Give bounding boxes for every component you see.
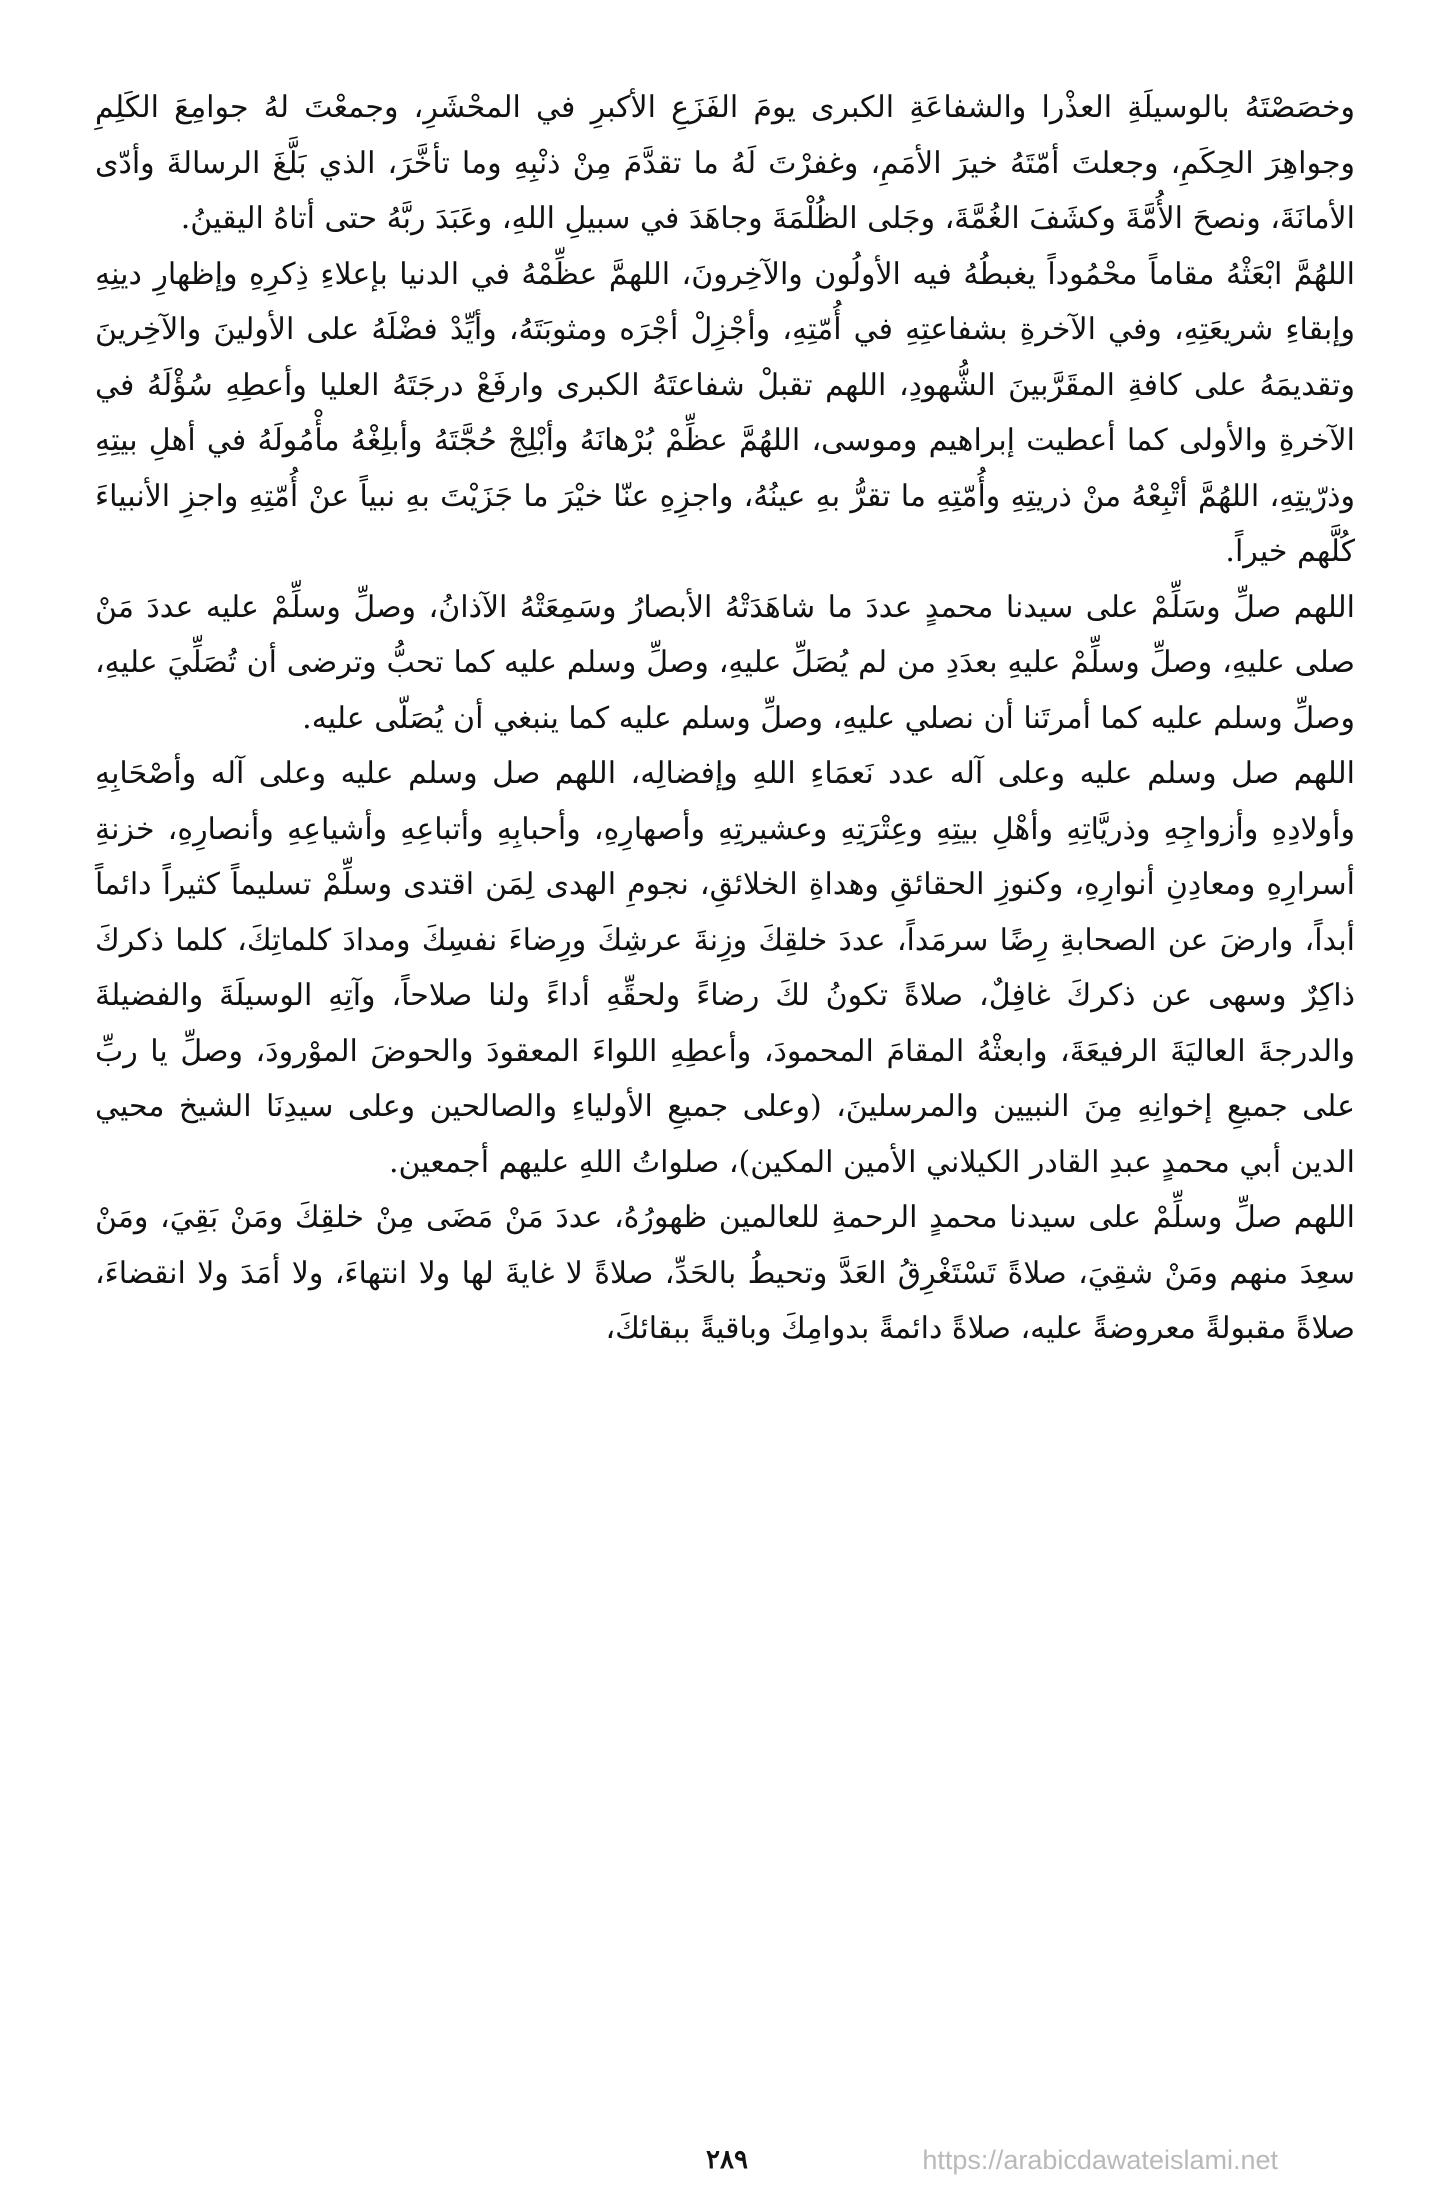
paragraph-3: اللهم صلِّ وسَلِّمْ على سيدنا محمدٍ عددَ ما شاهَدَتْهُ الأبصارُ وسَمِعَتْهُ الآذانُ، وصلِّ وسلِّمْ عليه عددَ مَنْ صلى عليهِ، وصلِّ وسلِّمْ عليهِ بعدَدِ من لم يُصَلِّ عليهِ، وصلِّ وسلم عليه كما تحبُّ وترضى أن تُصَلِّيَ عليهِ، وصلِّ وسلم عليه كما أمرتَنا أن نصلي عليهِ، وصلِّ وسلم عليه كما ينبغي أن يُصَلّى عليه. bbox=[95, 589, 1355, 736]
page-number: ٢٨٩ bbox=[706, 2145, 748, 2175]
paragraph-5: اللهم صلِّ وسلِّمْ على سيدنا محمدٍ الرحمةِ للعالمين ظهورُهُ، عددَ مَنْ مَضَى مِنْ خلقِكَ ومَنْ بَقِيَ، ومَنْ سعِدَ منهم ومَنْ شقِيَ، صلاةً تَسْتَغْرِقُ العَدَّ وتحيطُ بالحَدِّ، صلاةً لا غايةَ لها ولا انتهاءَ، ولا أمَدَ ولا انقضاءَ، صلاةً مقبولةً معروضةً عليه، صلاةً دائمةً بدوامِكَ وباقيةً ببقائكَ، bbox=[95, 1200, 1355, 1346]
watermark-url: https://arabicdawateislami.net bbox=[922, 2145, 1278, 2175]
text-body bbox=[95, 80, 1355, 1357]
paragraph-4: اللهم صل وسلم عليه وعلى آله عدد نَعمَاءِ اللهِ وإفضالِه، اللهم صل وسلم عليه وعلى آله وأصْحَابِهِ وأولادِهِ وأزواجِهِ وذريَّاتِهِ وأهْلِ بيتِهِ وعِتْرَتِهِ وعشيرتِهِ وأصهارِهِ، وأحبابِهِ وأتباعِهِ وأشياعِهِ وأنصارِهِ، خزنةِ أسرارِهِ ومعادِنِ أنوارِهِ، وكنوزِ الحقائقِ وهداةِ الخلائقِ، نجومِ الهدى لِمَن اقتدى وسلِّمْ تسليماً كثيراً دائماً أبداً، وارضَ عن الصحابةِ رِضًا سرمَداً، عددَ خلقِكَ وزِنةَ عرشِكَ ورِضاءَ نفسِكَ ومدادَ كلماتِكَ، كلما ذكركَ ذاكِرٌ وسهى عن ذكركَ غافِلٌ، صلاةً تكونُ لكَ رضاءً ولحقِّهِ أداءً ولنا صلاحاً، وآتِهِ الوسيلَةَ والفضيلةَ والدرجةَ العاليَةَ الرفيعَةَ، وابعثْهُ المقامَ المحمودَ، وأعطِهِ اللواءَ المعقودَ والحوضَ الموْرودَ، وصلِّ يا ربِّ على جميعِ إخوانِهِ مِنَ النبيين والمرسلينَ، (وعلى جميعِ الأولياءِ والصالحين وعلى سيدِنَا الشيخ محيي الدين أبي محمدٍ عبدِ القادر الكيلاني الأمين المكين)، صلواتُ اللهِ عليهم أجمعين. bbox=[95, 756, 1355, 1180]
paragraph-2: اللهُمَّ ابْعَثْهُ مقاماً محْمُوداً يغبطُهُ فيه الأولُون والآخِرونَ، اللهمَّ عظِّمْهُ في الدنيا بإعلاءِ ذِكرِهِ وإظهارِ دينِهِ وإبقاءِ شريعَتِهِ، وفي الآخرةِ بشفاعتِهِ في أُمّتِهِ، وأجْزِلْ أجْرَه ومثوبَتَهُ، وأيِّدْ فضْلَهُ على الأولينَ والآخِرينَ وتقديمَهُ على كافةِ المقَرَّبينَ الشُّهودِ، اللهم تقبلْ شفاعتَهُ الكبرى وارفَعْ درجَتَهُ العليا وأعطِهِ سُؤْلَهُ في الآخرةِ والأولى كما أعطيت إبراهيم وموسى، اللهُمَّ عظِّمْ بُرْهانَهُ وأبْلِجْ حُجَّتَهُ وأبلِغْهُ مأْمُولَهُ في أهلِ بيتِهِ وذرّيتِهِ، اللهُمَّ أتْبِعْهُ منْ ذريتِهِ وأُمّتِهِ ما تقرُّ بهِ عينُهُ، واجزِهِ عنّا خيْرَ ما جَزَيْتَ بهِ نبياً عنْ أُمّتِهِ واجزِ الأنبياءَ كُلَّهم خيراً. bbox=[95, 256, 1355, 569]
paragraph-1: وخصَصْتَهُ بالوسيلَةِ العذْرا والشفاعَةِ الكبرى يومَ الفَزَعِ الأكبرِ في المحْشَرِ، وجمعْتَ لهُ جوامِعَ الكَلِمِ وجواهِرَ الحِكَمِ، وجعلتَ أمّتَهُ خيرَ الأمَمِ، وغفرْتَ لَهُ ما تقدَّمَ مِنْ ذنْبِهِ وما تأخَّرَ، الذي بَلَّغَ الرسالةَ وأدّى الأمانَةَ، ونصحَ الأُمَّةَ وكشَفَ الغُمَّةَ، وجَلى الظُلْمَةَ وجاهَدَ في سبيلِ اللهِ، وعَبَدَ ربَّهُ حتى أتاهُ اليقينُ. bbox=[95, 90, 1355, 236]
